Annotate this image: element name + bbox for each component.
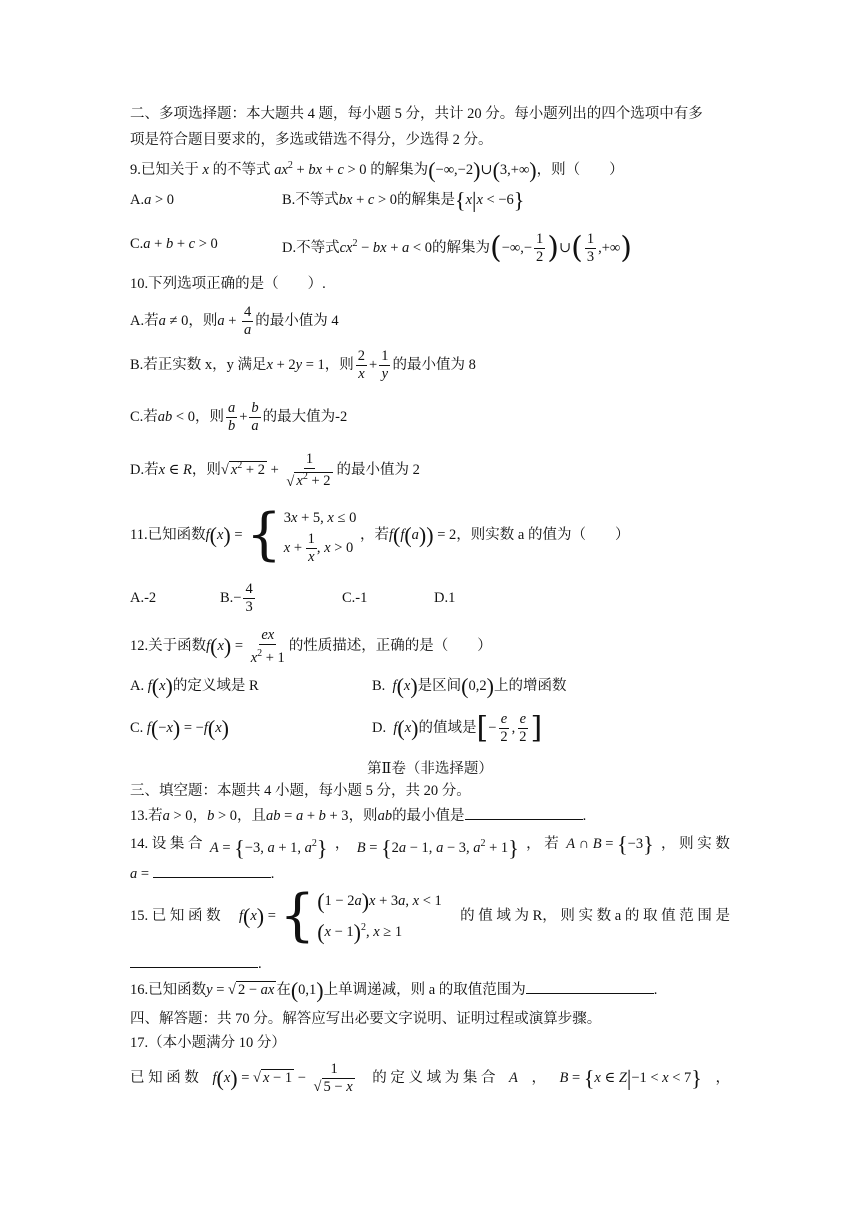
question-17-line1: 已 知 函 数 f(x) = √ x − 1 − $\frac{1}{√ 5 - x}$ 的 定 义 域 为 集 合 A ， B = {x ∈ Z|−1 < x < 7} ，	[130, 1061, 730, 1096]
section-3-heading: 三、填空题：本题共 4 小题，每小题 5 分，共 20 分。	[130, 783, 471, 799]
q9-inequality: ax	[274, 161, 288, 178]
question-9-stem: 9.已知关于 x 的不等式 $ax^2$ + bx + c > 0 的解集为(−∞,−2)∪(3,+∞)，则（ ）	[130, 157, 624, 183]
question-15-line1: 15. 已 知 函 数 f(x) = { (1 − 2a)x + 3a, x < 1 $(x - 1)^2$, x ≥ 1 的 值 域 为 R， 则 实 数 a 的 取 值 范 围 是	[130, 883, 730, 949]
question-11-stem: 11.已知函数f(x) = { 3x + 5, x ≤ 0 x + $\frac{1}{x}$ , x > 0 ，若f(f(a)) = 2，则实数 a 的值为（ ）	[130, 502, 630, 568]
question-9-option-c: C.a + b + c > 0	[130, 236, 218, 252]
q9-text: ，则（ ）	[536, 161, 624, 178]
question-10-option-a: A.若a ≠ 0，则a + $\frac{4}{a}$ 的最小值为 4	[130, 304, 339, 339]
q14-answer-blank[interactable]	[153, 863, 271, 878]
question-14-line2: a = .	[130, 863, 730, 884]
question-12-stem: 12.关于函数f(x) = $\frac{ex}{x^2 + 1}$ 的性质描述，正确的是（ ）	[130, 626, 492, 666]
question-10-option-d: D.若x ∈ R，则√ $x^2 + 2$ + $\frac{1}{√ x^2 + 2}$ 的最小值为 2	[130, 450, 420, 490]
question-10-option-b: B.若正实数 x，y 满足x + 2y = 1，则 $\frac{2}{x}$ + $\frac{1}{y}$ 的最小值为 8	[130, 348, 476, 383]
question-9-option-a: A.a > 0	[130, 192, 175, 208]
q16-answer-blank[interactable]	[526, 979, 654, 994]
question-14-line1: 14. 设 集 合 A = {−3, a + 1, $a^2$} ， B = {2a − 1, a − 3, $a^2 + 1$} ， 若 A ∩ B = {−3} ， 则 实 数	[130, 831, 730, 861]
question-12-option-b: B. f(x)是区间(0,2)上的增函数	[372, 673, 567, 699]
question-17-title: 17.（本小题满分 10 分）	[130, 1035, 286, 1051]
question-12-option-d: D. f(x)的值域是[− $\frac{e}{2}$ , $\frac{e}{2}$ ]	[372, 710, 543, 746]
q9-text: 的不等式	[212, 161, 271, 178]
q11-option-a: A.-2	[130, 590, 157, 606]
question-12-option-c: C. f(−x) = −f(x)	[130, 715, 229, 741]
question-15-line2: .	[130, 953, 730, 974]
q13-answer-blank[interactable]	[465, 805, 583, 820]
question-10-option-c: C.若ab < 0，则 $\frac{a}{b}$ + $\frac{b}{a}$ 的最大值为-2	[130, 400, 348, 435]
part-2-heading: 第Ⅱ卷（非选择题）	[367, 761, 493, 777]
question-10-stem: 10.下列选项正确的是（ ）.	[130, 276, 326, 292]
q9-text: 9.已知关于	[130, 161, 199, 178]
q11-option-b: B.− $\frac{4}{3}$	[220, 581, 253, 616]
question-9-option-d: D.不等式$cx^2$ − bx + a < 0的解集为(−∞,− $\frac{1}{2}$ )∪( $\frac{1}{3}$ ,+∞)	[282, 230, 632, 266]
question-13: 13.若a > 0，b > 0，且ab = a + b + 3，则ab的最小值是 .	[130, 805, 730, 826]
q11-option-c: C.-1	[342, 590, 368, 606]
section-2-heading-line2: 项是符合题目要求的，多选或错选不得分，少选得 2 分。	[130, 132, 493, 148]
question-16: 16.已知函数y = √ 2 − ax 在(0,1)上单调递减，则 a 的取值范围为 .	[130, 977, 658, 1003]
section-2-heading-line1: 二、多项选择题：本大题共 4 题，每小题 5 分，共计 20 分。每小题列出的四个选项中有多	[130, 106, 703, 122]
q9-text: 的解集为	[370, 161, 429, 178]
q11-option-d: D.1	[434, 590, 456, 606]
question-9-option-b: B.不等式bx + c > 0的解集是{x|x < −6}	[282, 187, 525, 213]
question-12-option-a: A. f(x)的定义域是 R	[130, 673, 259, 699]
section-4-heading: 四、解答题：共 70 分。解答应写出必要文字说明、证明过程或演算步骤。	[130, 1011, 602, 1027]
q15-answer-blank[interactable]	[130, 953, 258, 968]
